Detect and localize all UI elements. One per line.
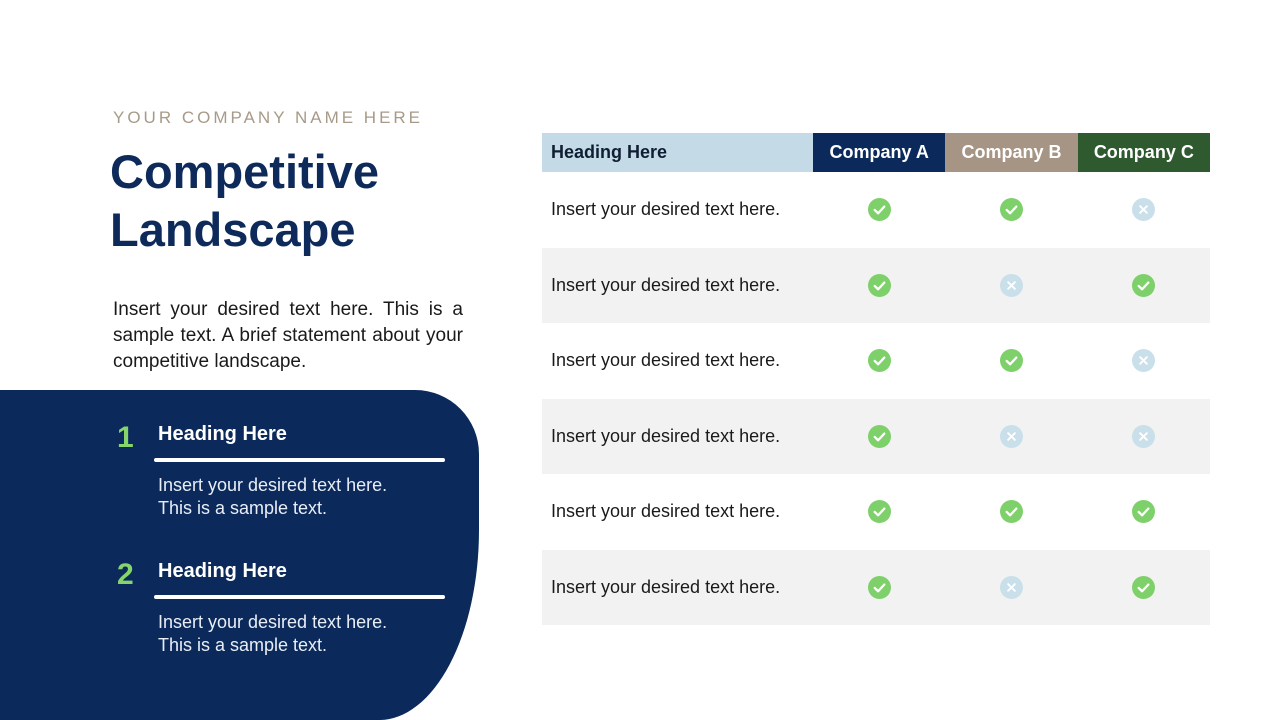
mark-cell-a bbox=[813, 500, 945, 523]
cross-icon bbox=[1000, 425, 1023, 448]
check-icon bbox=[1000, 500, 1023, 523]
company-header-c: Company C bbox=[1078, 133, 1210, 172]
row-label: Insert your desired text here. bbox=[551, 350, 781, 371]
item-text-line: This is a sample text. bbox=[158, 498, 328, 518]
mark-cell-b bbox=[945, 500, 1077, 523]
item-text-line: This is a sample text. bbox=[158, 635, 328, 655]
check-icon bbox=[868, 425, 891, 448]
item-text-line: Insert your desired text here. bbox=[158, 612, 388, 632]
check-icon bbox=[1000, 198, 1023, 221]
check-icon bbox=[868, 349, 891, 372]
mark-cell-c bbox=[1078, 198, 1210, 221]
item-text bbox=[158, 474, 458, 520]
item-divider bbox=[154, 458, 445, 462]
company-header-a: Company A bbox=[813, 133, 945, 172]
mark-cell-a bbox=[813, 274, 945, 297]
table-body bbox=[542, 172, 1210, 625]
row-label: Insert your desired text here. bbox=[551, 274, 781, 295]
mark-cell-c bbox=[1078, 349, 1210, 372]
check-icon bbox=[868, 274, 891, 297]
company-header-b: Company B bbox=[945, 133, 1077, 172]
item-heading: Heading Here bbox=[158, 560, 287, 582]
mark-cell-a bbox=[813, 425, 945, 448]
item-number: 1 bbox=[117, 421, 134, 454]
mark-cell-b bbox=[945, 576, 1077, 599]
check-icon bbox=[868, 198, 891, 221]
mark-cell-a bbox=[813, 198, 945, 221]
mark-cell-c bbox=[1078, 500, 1210, 523]
cross-icon bbox=[1132, 198, 1155, 221]
check-icon bbox=[868, 576, 891, 599]
page-title bbox=[110, 143, 379, 259]
intro-text: Insert your desired text here. This is a sample text. A brief statement about your competitive landscape. bbox=[113, 299, 463, 372]
table-heading: Heading Here bbox=[542, 133, 813, 172]
mark-cell-a bbox=[813, 576, 945, 599]
item-text bbox=[158, 611, 458, 657]
table-row bbox=[542, 550, 1210, 626]
title-line-1: Competitive bbox=[110, 145, 379, 198]
check-icon bbox=[1000, 349, 1023, 372]
item-divider bbox=[154, 595, 445, 599]
table-row bbox=[542, 399, 1210, 475]
cross-icon bbox=[1000, 576, 1023, 599]
check-icon bbox=[1132, 576, 1155, 599]
row-label: Insert your desired text here. bbox=[551, 576, 781, 597]
check-icon bbox=[868, 500, 891, 523]
check-icon bbox=[1132, 274, 1155, 297]
table-header bbox=[542, 133, 1210, 172]
mark-cell-b bbox=[945, 425, 1077, 448]
cross-icon bbox=[1132, 349, 1155, 372]
table-row bbox=[542, 172, 1210, 248]
row-label: Insert your desired text here. bbox=[551, 425, 781, 446]
mark-cell-c bbox=[1078, 425, 1210, 448]
row-label: Insert your desired text here. bbox=[551, 501, 781, 522]
mark-cell-c bbox=[1078, 576, 1210, 599]
item-text-line: Insert your desired text here. bbox=[158, 475, 388, 495]
cross-icon bbox=[1132, 425, 1155, 448]
mark-cell-a bbox=[813, 349, 945, 372]
row-label: Insert your desired text here. bbox=[551, 199, 781, 220]
table-row bbox=[542, 248, 1210, 324]
item-heading: Heading Here bbox=[158, 423, 287, 445]
mark-cell-c bbox=[1078, 274, 1210, 297]
comparison-table bbox=[542, 133, 1210, 625]
cross-icon bbox=[1000, 274, 1023, 297]
company-name: YOUR COMPANY NAME HERE bbox=[113, 108, 424, 127]
table-row bbox=[542, 323, 1210, 399]
mark-cell-b bbox=[945, 349, 1077, 372]
check-icon bbox=[1132, 500, 1155, 523]
table-row bbox=[542, 474, 1210, 550]
mark-cell-b bbox=[945, 198, 1077, 221]
item-number: 2 bbox=[117, 558, 134, 591]
mark-cell-b bbox=[945, 274, 1077, 297]
title-line-2: Landscape bbox=[110, 203, 356, 256]
